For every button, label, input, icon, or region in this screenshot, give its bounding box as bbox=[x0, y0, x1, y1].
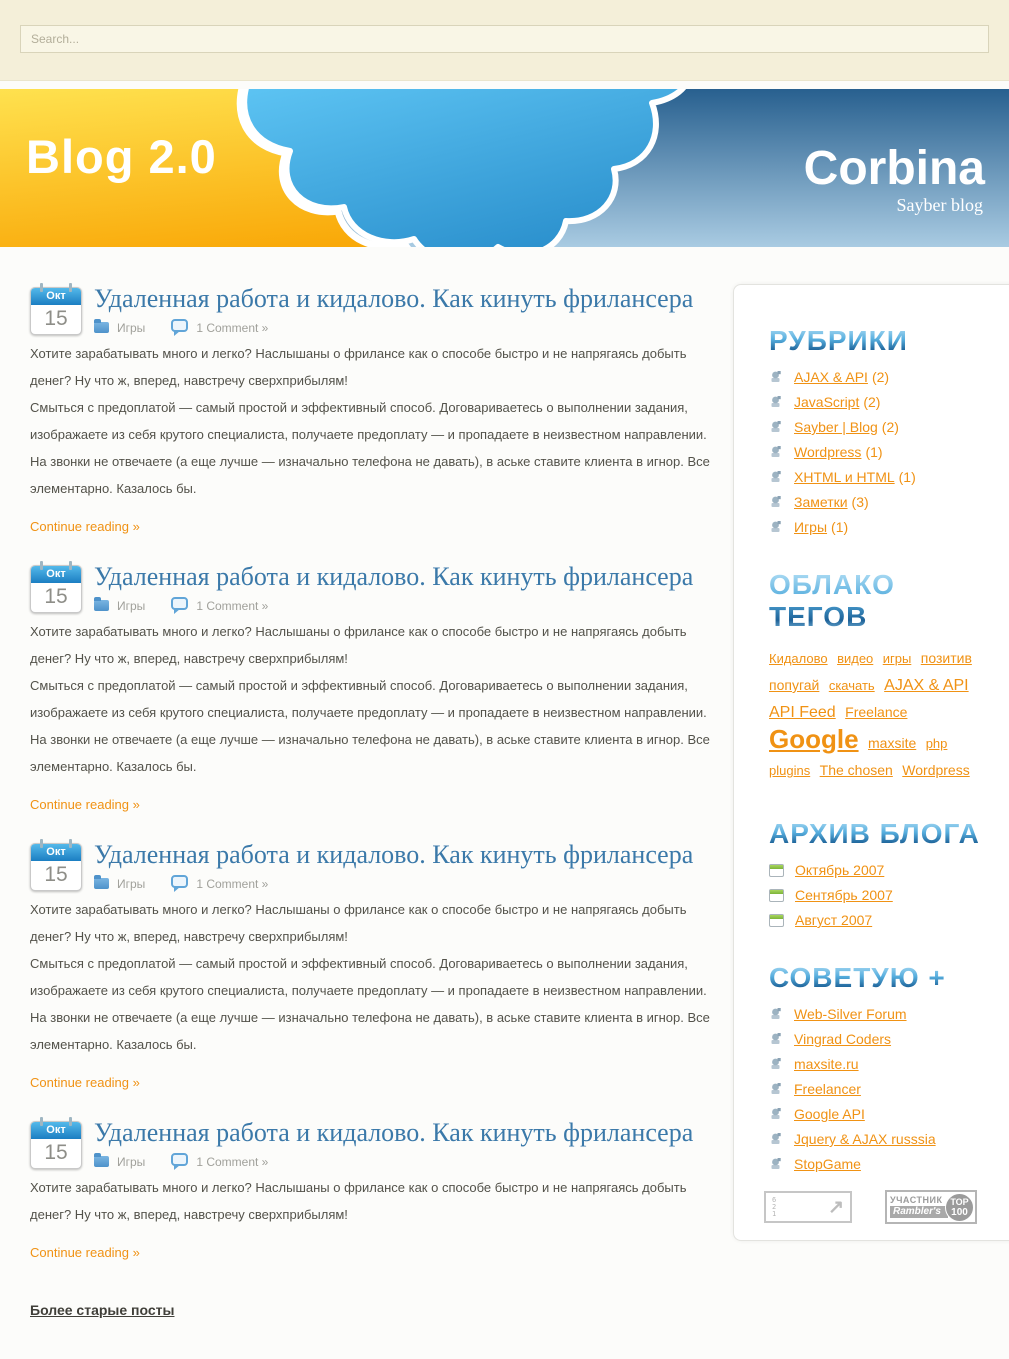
folder-icon bbox=[94, 322, 109, 333]
category-link[interactable]: Sayber | Blog bbox=[794, 419, 878, 435]
category-count: (2) bbox=[863, 394, 881, 410]
category-item bbox=[769, 444, 987, 460]
post-header bbox=[30, 284, 710, 338]
blogroll-item bbox=[769, 1131, 987, 1147]
post-footer bbox=[30, 1244, 710, 1262]
post-body bbox=[30, 1174, 710, 1228]
site-tagline: Sayber blog bbox=[896, 195, 983, 215]
blog-post bbox=[30, 840, 710, 1092]
sidebar-section-blogroll bbox=[769, 962, 987, 1172]
blogroll-list bbox=[769, 1006, 987, 1172]
calendar-pin-icon bbox=[40, 283, 43, 292]
sidebar-section-categories bbox=[769, 325, 987, 535]
tag-link[interactable]: plugins bbox=[769, 763, 811, 778]
category-count: (1) bbox=[831, 519, 849, 535]
post-meta bbox=[94, 1153, 710, 1170]
category-text bbox=[794, 394, 880, 410]
rambler-brand-label: Rambler's bbox=[890, 1206, 948, 1218]
category-item bbox=[769, 394, 987, 410]
hand-stamp-icon bbox=[769, 1057, 783, 1071]
post-meta bbox=[94, 875, 710, 892]
post-title-link[interactable]: Удаленная работа и кидалово. Как кинуть фрилансера bbox=[94, 840, 694, 869]
sidebar-section-archive bbox=[769, 818, 987, 928]
blogroll-link[interactable]: Jquery & AJAX russsia bbox=[794, 1131, 936, 1147]
calendar-pin-icon bbox=[69, 561, 72, 570]
tag-link[interactable]: AJAX & API bbox=[884, 677, 969, 694]
hand-stamp-icon bbox=[769, 1007, 783, 1021]
post-date-badge bbox=[30, 287, 82, 335]
category-link[interactable]: AJAX & API bbox=[794, 369, 868, 385]
blog-logo[interactable]: Blog 2.0 bbox=[26, 130, 217, 183]
archive-link[interactable]: Сентябрь 2007 bbox=[795, 887, 893, 903]
tag-link[interactable]: Wordpress bbox=[902, 762, 970, 778]
calendar-pin-icon bbox=[69, 1117, 72, 1126]
post-date-day: 15 bbox=[44, 307, 68, 330]
sidebar-section-tagcloud bbox=[769, 569, 987, 784]
calendar-pin-icon bbox=[40, 561, 43, 570]
hand-stamp-icon bbox=[769, 395, 783, 409]
blogroll-link[interactable]: Freelancer bbox=[794, 1081, 861, 1097]
archive-link[interactable]: Октябрь 2007 bbox=[795, 862, 885, 878]
category-text bbox=[794, 519, 848, 535]
rambler-100-label: 100 bbox=[951, 1206, 968, 1218]
post-body bbox=[30, 618, 710, 780]
post-date-month: Окт bbox=[31, 566, 81, 583]
tag-link[interactable]: скачать bbox=[828, 678, 875, 693]
blog-post bbox=[30, 284, 710, 536]
tag-link[interactable]: php bbox=[925, 736, 948, 751]
search-input[interactable] bbox=[20, 25, 989, 53]
comment-bubble-icon bbox=[171, 875, 188, 888]
category-text bbox=[794, 419, 899, 435]
tag-link[interactable]: видео bbox=[837, 651, 874, 666]
category-count: (3) bbox=[851, 494, 869, 510]
tag-link[interactable]: maxsite bbox=[868, 735, 917, 751]
tag-link[interactable]: позитив bbox=[920, 650, 972, 666]
post-category bbox=[94, 877, 145, 891]
archive-title: АРХИВ БЛОГА bbox=[769, 818, 980, 849]
post-paragraph: Хотите зарабатывать много и легко? Наслышаны о фрилансе как о способе быстро и не напрягаясь добыть денег? Ну что ж, вперед, навстречу сверхприбылям! bbox=[30, 1180, 687, 1222]
tag-link[interactable]: The chosen bbox=[819, 762, 893, 778]
categories-list bbox=[769, 369, 987, 535]
post-comments-link[interactable]: 1 Comment » bbox=[196, 598, 269, 613]
arrow-up-right-icon: ↗ bbox=[828, 1196, 844, 1218]
hand-stamp-icon bbox=[769, 445, 783, 459]
post-comments-link[interactable]: 1 Comment » bbox=[196, 320, 269, 335]
category-text bbox=[794, 469, 916, 485]
blogroll-link[interactable]: StopGame bbox=[794, 1156, 861, 1172]
post-paragraph: Хотите зарабатывать много и легко? Наслышаны о фрилансе как о способе быстро и не напрягаясь добыть денег? Ну что ж, вперед, навстречу сверхприбылям! bbox=[30, 624, 687, 666]
continue-reading-link[interactable]: Continue reading » bbox=[30, 797, 140, 812]
post-comments bbox=[171, 1153, 268, 1170]
post-category bbox=[94, 321, 145, 335]
tag-link[interactable]: API Feed bbox=[769, 704, 836, 721]
post-comments-link[interactable]: 1 Comment » bbox=[196, 1154, 269, 1169]
category-link[interactable]: Игры bbox=[794, 519, 828, 535]
archive-item bbox=[769, 862, 987, 878]
hand-stamp-icon bbox=[769, 1107, 783, 1121]
post-date-day: 15 bbox=[44, 863, 68, 886]
post-category-link[interactable]: Игры bbox=[117, 876, 146, 891]
counter-digits: 621 bbox=[772, 1195, 777, 1218]
hand-stamp-icon bbox=[769, 495, 783, 509]
post-comments-link[interactable]: 1 Comment » bbox=[196, 876, 269, 891]
calendar-icon bbox=[769, 889, 784, 902]
post-date-badge bbox=[30, 843, 82, 891]
blogroll-title: СОВЕТУЮ + bbox=[769, 962, 946, 993]
comment-bubble-icon bbox=[171, 1153, 188, 1166]
blogroll-link[interactable]: Google API bbox=[794, 1106, 865, 1122]
category-count: (2) bbox=[871, 369, 890, 385]
post-title-link[interactable]: Удаленная работа и кидалово. Как кинуть фрилансера bbox=[94, 1118, 694, 1147]
calendar-pin-icon bbox=[69, 283, 72, 292]
post-paragraph: Смыться с предоплатой — самый простой и эффективный способ. Договариваетесь о выполнении задания, изображаете из себя крутого специалиста, получаете предоплату — и пропадаете в неизвестном направлении. На звонки не отвечаете (а еще лучше — изначально телефона не давать), в аське ставите клиента в игнор. Все элементарно. Казалось бы. bbox=[30, 956, 710, 1052]
site-header bbox=[0, 89, 1009, 247]
rambler-member-label: УЧАСТНИК bbox=[890, 1195, 943, 1205]
blogroll-item bbox=[769, 1156, 987, 1172]
continue-reading-link[interactable]: Continue reading » bbox=[30, 1075, 140, 1090]
post-category bbox=[94, 599, 145, 613]
rambler-top100-badge[interactable] bbox=[885, 1190, 977, 1224]
post-meta bbox=[94, 319, 710, 336]
pagination bbox=[30, 1302, 174, 1320]
post-comments bbox=[171, 875, 268, 892]
visit-counter-badge[interactable] bbox=[764, 1191, 852, 1223]
blogroll-link[interactable]: Web-Silver Forum bbox=[794, 1006, 907, 1022]
post-meta bbox=[94, 597, 710, 614]
category-link[interactable]: XHTML и HTML bbox=[794, 469, 895, 485]
archive-item bbox=[769, 887, 987, 903]
sidebar-badges bbox=[764, 1190, 977, 1224]
archive-item bbox=[769, 912, 987, 928]
rambler-top-label: TOP bbox=[950, 1196, 969, 1207]
category-item bbox=[769, 369, 987, 385]
post-body bbox=[30, 340, 710, 502]
post-date-badge bbox=[30, 1121, 82, 1169]
calendar-pin-icon bbox=[40, 839, 43, 848]
calendar-pin-icon bbox=[69, 839, 72, 848]
tag-link[interactable]: Freelance bbox=[845, 704, 908, 720]
blogroll-item bbox=[769, 1056, 987, 1072]
blogroll-link[interactable]: Vingrad Coders bbox=[794, 1031, 892, 1047]
post-header bbox=[30, 562, 710, 616]
post-footer bbox=[30, 1074, 710, 1092]
post-date-month: Окт bbox=[31, 1122, 81, 1139]
post-date-month: Окт bbox=[31, 288, 81, 305]
blogroll-item bbox=[769, 1106, 987, 1122]
post-category bbox=[94, 1155, 145, 1169]
rambler-top100-circle bbox=[945, 1193, 974, 1222]
blogroll-item bbox=[769, 1006, 987, 1022]
site-name[interactable]: Corbina bbox=[803, 142, 985, 195]
hand-stamp-icon bbox=[769, 420, 783, 434]
tagcloud-title: ОБЛАКО ТЕГОВ bbox=[769, 569, 987, 633]
folder-icon bbox=[94, 878, 109, 889]
category-item bbox=[769, 419, 987, 435]
hand-stamp-icon bbox=[769, 1082, 783, 1096]
main-area bbox=[0, 247, 1009, 1359]
tag-link[interactable]: игры bbox=[882, 651, 912, 666]
tag-link[interactable]: Google bbox=[769, 724, 859, 754]
blogroll-item bbox=[769, 1031, 987, 1047]
sidebar bbox=[733, 284, 1009, 1241]
category-item bbox=[769, 519, 987, 535]
hand-stamp-icon bbox=[769, 1032, 783, 1046]
post-paragraph: Хотите зарабатывать много и легко? Наслышаны о фрилансе как о способе быстро и не напрягаясь добыть денег? Ну что ж, вперед, навстречу сверхприбылям! bbox=[30, 346, 687, 388]
category-count: (2) bbox=[881, 419, 899, 435]
tagcloud bbox=[769, 645, 989, 784]
archive-list bbox=[769, 862, 987, 928]
category-link[interactable]: Wordpress bbox=[794, 444, 862, 460]
post-body bbox=[30, 896, 710, 1058]
post-header bbox=[30, 840, 710, 894]
post-title-link[interactable]: Удаленная работа и кидалово. Как кинуть фрилансера bbox=[94, 284, 694, 313]
post-date-month: Окт bbox=[31, 844, 81, 861]
category-count: (1) bbox=[898, 469, 916, 485]
blogroll-item bbox=[769, 1081, 987, 1097]
posts-list bbox=[30, 284, 710, 1288]
post-category-link[interactable]: Игры bbox=[117, 320, 146, 335]
post-date-day: 15 bbox=[44, 1141, 68, 1164]
post-date-day: 15 bbox=[44, 585, 68, 608]
hand-stamp-icon bbox=[769, 520, 783, 534]
category-item bbox=[769, 469, 987, 485]
hand-stamp-icon bbox=[769, 1132, 783, 1146]
calendar-pin-icon bbox=[40, 1117, 43, 1126]
post-comments bbox=[171, 597, 268, 614]
comment-bubble-icon bbox=[171, 597, 188, 610]
folder-icon bbox=[94, 1156, 109, 1167]
category-link[interactable]: Заметки bbox=[794, 494, 848, 510]
older-posts-link[interactable]: Более старые посты bbox=[30, 1302, 175, 1318]
search-band bbox=[0, 0, 1009, 81]
tag-link[interactable]: Кидалово bbox=[769, 651, 828, 666]
blog-post bbox=[30, 1118, 710, 1262]
categories-title: РУБРИКИ bbox=[769, 325, 908, 356]
post-paragraph: Хотите зарабатывать много и легко? Наслышаны о фрилансе как о способе быстро и не напрягаясь добыть денег? Ну что ж, вперед, навстречу сверхприбылям! bbox=[30, 902, 687, 944]
hand-stamp-icon bbox=[769, 1157, 783, 1171]
blogroll-link[interactable]: maxsite.ru bbox=[794, 1056, 859, 1072]
hand-stamp-icon bbox=[769, 470, 783, 484]
category-text bbox=[794, 369, 889, 385]
post-category-link[interactable]: Игры bbox=[117, 598, 146, 613]
category-text bbox=[794, 494, 869, 510]
post-footer bbox=[30, 796, 710, 814]
blog-post bbox=[30, 562, 710, 814]
continue-reading-link[interactable]: Continue reading » bbox=[30, 519, 140, 534]
archive-link[interactable]: Август 2007 bbox=[795, 912, 873, 928]
folder-icon bbox=[94, 600, 109, 611]
category-item bbox=[769, 494, 987, 510]
post-paragraph: Смыться с предоплатой — самый простой и эффективный способ. Договариваетесь о выполнении задания, изображаете из себя крутого специалиста, получаете предоплату — и пропадаете в неизвестном направлении. На звонки не отвечаете (а еще лучше — изначально телефона не давать), в аське ставите клиента в игнор. Все элементарно. Казалось бы. bbox=[30, 400, 710, 496]
post-category-link[interactable]: Игры bbox=[117, 1154, 146, 1169]
comment-bubble-icon bbox=[171, 319, 188, 332]
category-count: (1) bbox=[865, 444, 883, 460]
calendar-icon bbox=[769, 914, 784, 927]
post-comments bbox=[171, 319, 268, 336]
rambler-badge-text bbox=[890, 1195, 948, 1218]
post-footer bbox=[30, 518, 710, 536]
category-text bbox=[794, 444, 883, 460]
hand-stamp-icon bbox=[769, 370, 783, 384]
calendar-icon bbox=[769, 864, 784, 877]
post-title-link[interactable]: Удаленная работа и кидалово. Как кинуть фрилансера bbox=[94, 562, 694, 591]
tag-link[interactable]: попугай bbox=[769, 677, 820, 693]
continue-reading-link[interactable]: Continue reading » bbox=[30, 1245, 140, 1260]
post-paragraph: Смыться с предоплатой — самый простой и эффективный способ. Договариваетесь о выполнении задания, изображаете из себя крутого специалиста, получаете предоплату — и пропадаете в неизвестном направлении. На звонки не отвечаете (а еще лучше — изначально телефона не давать), в аське ставите клиента в игнор. Все элементарно. Казалось бы. bbox=[30, 678, 710, 774]
category-link[interactable]: JavaScript bbox=[794, 394, 860, 410]
post-date-badge bbox=[30, 565, 82, 613]
post-header bbox=[30, 1118, 710, 1172]
